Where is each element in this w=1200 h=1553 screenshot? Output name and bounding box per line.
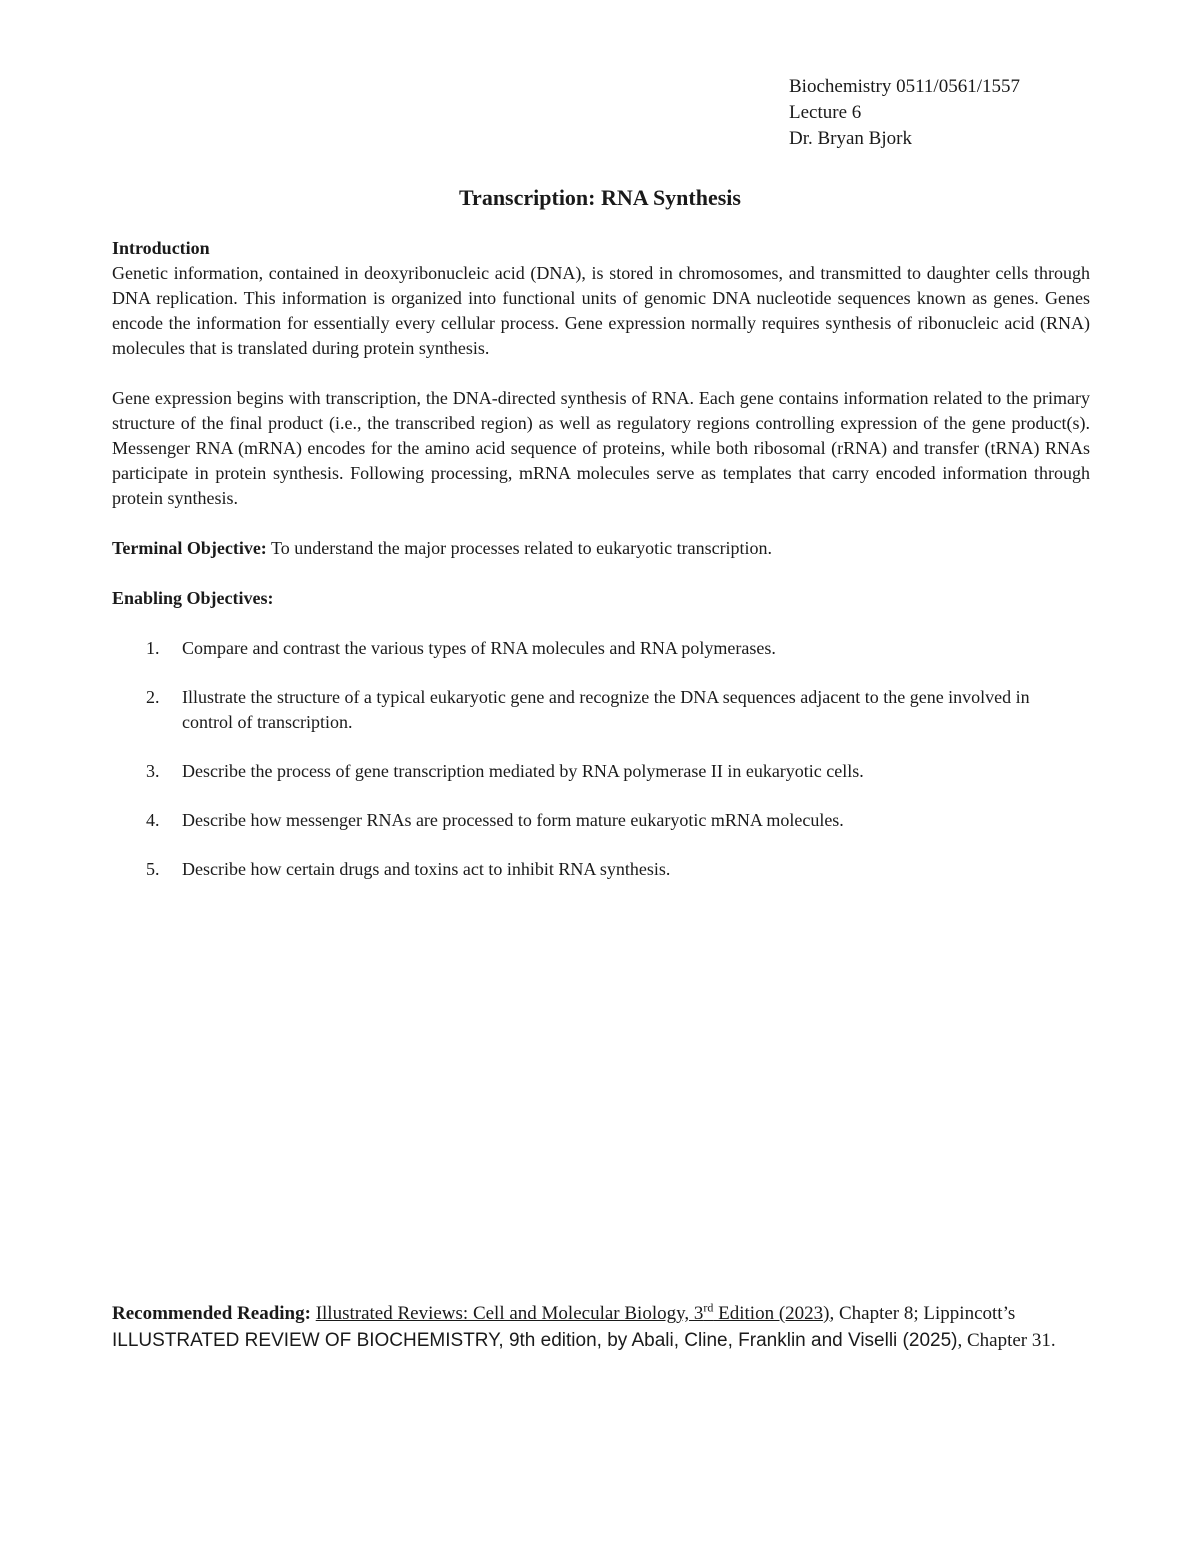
list-item [112,685,1090,735]
course-code: Biochemistry 0511/0561/1557 [789,76,1020,97]
document-body [112,236,1090,906]
list-item-number: 5. [146,859,160,879]
list-item-number: 2. [146,687,160,707]
terminal-objective [112,536,1090,561]
list-item [112,857,1090,882]
book2-prefix: Lippincott’s [923,1303,1016,1324]
list-item-text: Describe how certain drugs and toxins act to inhibit RNA synthesis. [182,859,671,879]
terminal-objective-label: Terminal Objective: [112,538,267,558]
list-item [112,636,1090,661]
book1-title-rest: Edition (2023) [713,1303,830,1324]
introduction-paragraph-1: Genetic information, contained in deoxyribonucleic acid (DNA), is stored in chromosomes, and transmitted to daughter cells through DNA replication. This information is organized into functional units of genomic DNA nucleotide sequences known as genes. Genes encode the information for essentially every cellular process. Gene expression normally requires synthesis of ribonucleic acid (RNA) molecules that is translated during protein synthesis. [112,263,1090,358]
list-item-text: Illustrate the structure of a typical eukaryotic gene and recognize the DNA sequences adjacent to the gene involved in control of transcription. [182,687,1030,732]
terminal-objective-text: To understand the major processes related to eukaryotic transcription. [266,538,773,558]
course-header [789,74,1020,152]
recommended-reading [112,1300,1102,1354]
book1-title-text: Illustrated Reviews: Cell and Molecular Biology, 3 [315,1303,704,1324]
list-item-number: 3. [146,761,160,781]
instructor-name: Dr. Bryan Bjork [789,128,912,149]
introduction-heading: Introduction [112,238,210,258]
enabling-objectives-list [112,636,1090,882]
list-item-number: 1. [146,638,160,658]
book2-chapter: , Chapter 31. [957,1330,1056,1351]
page-title: Transcription: RNA Synthesis [459,185,741,210]
enabling-objectives-heading: Enabling Objectives: [112,588,274,608]
recommended-reading-label: Recommended Reading: [112,1303,311,1324]
list-item-number: 4. [146,810,160,830]
book2-title: ILLUSTRATED REVIEW OF BIOCHEMISTRY, 9th edition, by Abali, Cline, Franklin and Viselli (2025) [112,1330,958,1351]
list-item-text: Describe the process of gene transcription mediated by RNA polymerase II in eukaryotic cells. [182,761,864,781]
book1-title [315,1300,830,1324]
book1-title-sup: rd [703,1300,714,1315]
book1-chapter: , Chapter 8; [829,1303,919,1324]
introduction-paragraph-2: Gene expression begins with transcription, the DNA-directed synthesis of RNA. Each gene contains information related to the primary structure of the final product (i.e., the transcribed region) as well as regulatory regions controlling expression of the gene product(s). Messenger RNA (mRNA) encodes for the amino acid sequence of proteins, while both ribosomal (rRNA) and transfer (tRNA) RNAs participate in protein synthesis. Following processing, mRNA molecules serve as templates that carry encoded information through protein synthesis. [112,388,1090,508]
list-item [112,759,1090,784]
lecture-number: Lecture 6 [789,102,862,123]
list-item-text: Describe how messenger RNAs are processed to form mature eukaryotic mRNA molecules. [182,810,844,830]
list-item-text: Compare and contrast the various types of RNA molecules and RNA polymerases. [182,638,776,658]
list-item [112,808,1090,833]
